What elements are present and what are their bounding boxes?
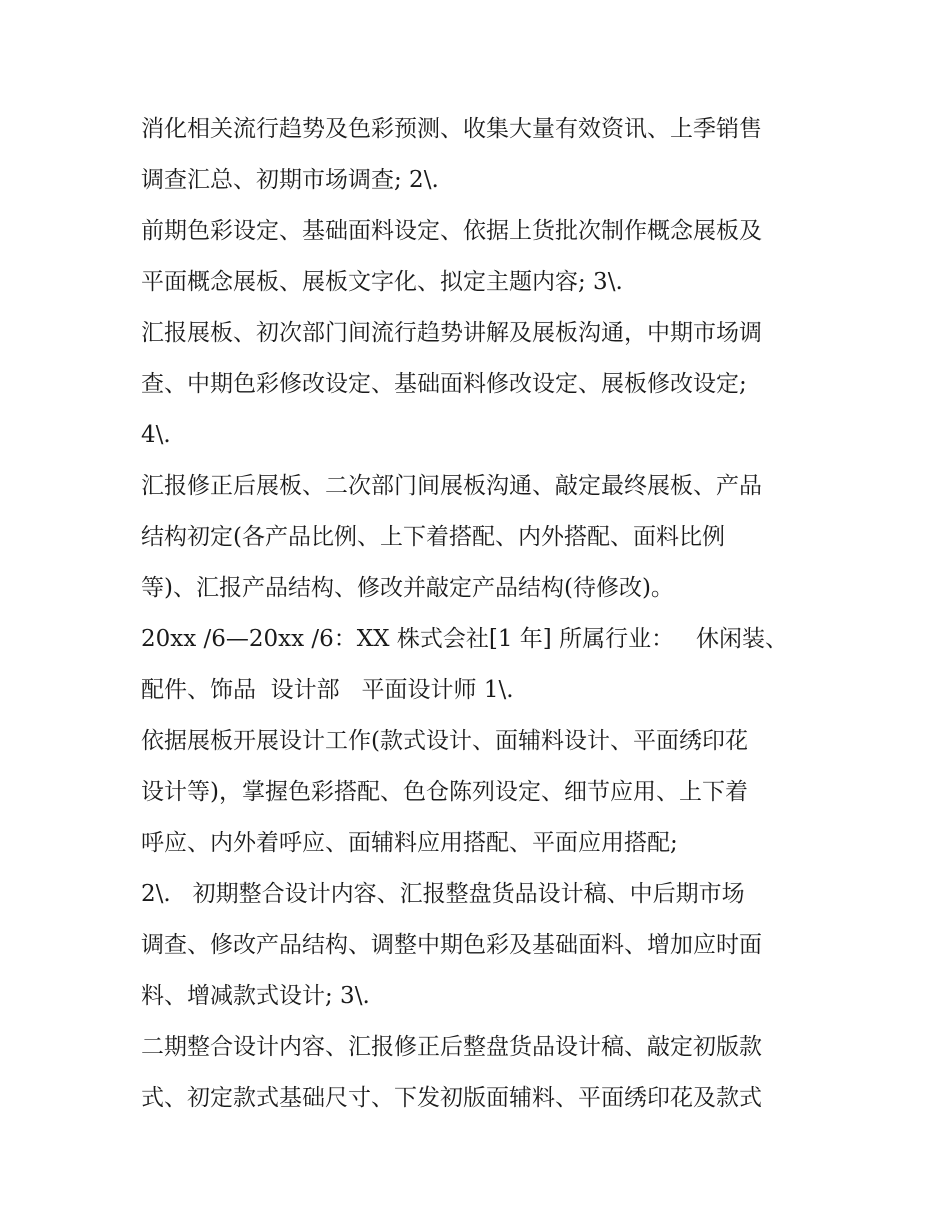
text-line: 前期色彩设定、基础面料设定、依据上货批次制作概念展板及 bbox=[141, 218, 762, 244]
text-line: 2\. 初期整合设计内容、汇报整盘货品设计稿、中后期市场 bbox=[141, 881, 745, 907]
text-line: 汇报展板、初次部门间流行趋势讲解及展板沟通，中期市场调 bbox=[141, 320, 762, 346]
text-line: 配件、饰品 设计部 平面设计师 1\. bbox=[141, 677, 514, 703]
text-line: 汇报修正后展板、二次部门间展板沟通、敲定最终展板、产品 bbox=[141, 473, 762, 499]
text-line: 查、中期色彩修改设定、基础面料修改设定、展板修改设定; bbox=[141, 371, 747, 397]
text-line: 设计等)，掌握色彩搭配、色仓陈列设定、细节应用、上下着 bbox=[141, 779, 748, 805]
text-line: 4\. bbox=[141, 422, 171, 448]
text-line: 20xx /6—20xx /6：XX 株式会社[1 年] 所属行业： 休闲装、 bbox=[141, 626, 788, 652]
text-line: 结构初定(各产品比例、上下着搭配、内外搭配、面料比例 bbox=[141, 524, 725, 550]
text-line: 料、增减款式设计; 3\. bbox=[141, 983, 370, 1009]
text-line: 平面概念展板、展板文字化、拟定主题内容; 3\. bbox=[141, 269, 623, 295]
text-line: 等)、汇报产品结构、修改并敲定产品结构(待修改)。 bbox=[141, 575, 674, 601]
text-line: 调查、修改产品结构、调整中期色彩及基础面料、增加应时面 bbox=[141, 932, 762, 958]
text-line: 二期整合设计内容、汇报修正后整盘货品设计稿、敲定初版款 bbox=[141, 1034, 762, 1060]
text-line: 依据展板开展设计工作(款式设计、面辅料设计、平面绣印花 bbox=[141, 728, 748, 754]
text-line: 呼应、内外着呼应、面辅料应用搭配、平面应用搭配; bbox=[141, 830, 678, 856]
text-line: 消化相关流行趋势及色彩预测、收集大量有效资讯、上季销售 bbox=[141, 116, 762, 142]
text-line: 调查汇总、初期市场调查; 2\. bbox=[141, 167, 439, 193]
document-body bbox=[141, 107, 821, 1127]
text-line: 式、初定款式基础尺寸、下发初版面辅料、平面绣印花及款式 bbox=[141, 1085, 762, 1111]
